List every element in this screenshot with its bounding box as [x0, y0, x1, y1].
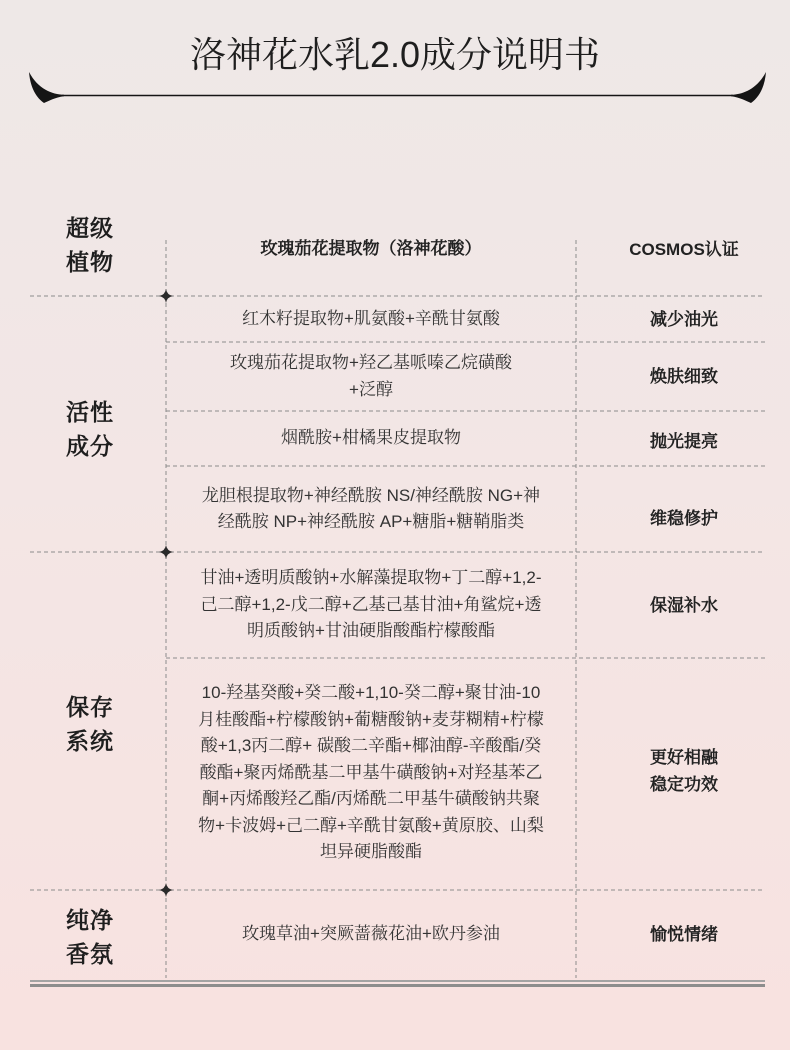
ingredient-line: 玫瑰草油+突厥蔷薇花油+欧丹参油 [242, 923, 500, 943]
ingredient-cell [170, 296, 572, 342]
ingredient-line: 物+卡波姆+己二醇+辛酰甘氨酸+黄原胶、山梨 [198, 815, 544, 835]
page-title: 洛神花水乳2.0成分说明书 [189, 34, 601, 75]
effect-cell [592, 466, 776, 552]
effect-cell [592, 296, 776, 342]
header-effect [592, 205, 776, 293]
flourish-right-curl-icon [731, 72, 766, 103]
ingredient-line: 酸酯+聚丙烯酰基二甲基牛磺酸钠+对羟基苯乙 [199, 762, 543, 782]
section-category-active [40, 296, 140, 561]
ingredient-cell [170, 890, 572, 978]
ingredient-cell [170, 552, 572, 658]
effect-cell [592, 342, 776, 411]
ingredient-line: 月桂酸酯+柠檬酸钠+葡糖酸钠+麦芽糊精+柠檬 [198, 709, 544, 729]
ingredient-line: 己二醇+1,2-戊二醇+乙基己基甘油+角鲨烷+透 [200, 594, 542, 614]
header-ingredient-text: 玫瑰茄花提取物（洛神花酸） [260, 238, 482, 258]
effect-line: 愉悦情绪 [650, 924, 718, 944]
ingredient-line: 10-羟基癸酸+癸二酸+1,10-癸二醇+聚甘油-10 [201, 683, 541, 703]
section-category-preservation [40, 552, 140, 896]
ingredient-line: 红木籽提取物+肌氨酸+辛酰甘氨酸 [242, 308, 500, 328]
ingredient-line: 酸+1,3丙二醇+ 碳酸二辛酯+椰油醇-辛酸酯/癸 [200, 736, 542, 756]
category-label-line: 香氛 [66, 941, 114, 967]
ingredient-cell [170, 342, 572, 411]
ingredient-line: 烟酰胺+柑橘果皮提取物 [281, 428, 461, 448]
effect-cell [592, 658, 776, 884]
effect-line: 保湿补水 [650, 595, 718, 615]
ingredient-line: 坦异硬脂酸酯 [320, 842, 422, 862]
category-label-line: 活性 [66, 398, 114, 425]
header-category [40, 205, 140, 285]
section-category-fragrance [40, 890, 140, 984]
category-label-line: 超级 [66, 215, 114, 241]
bottom-rule-thick [30, 984, 765, 987]
effect-line: 维稳修护 [650, 508, 718, 528]
category-label-line: 纯净 [66, 907, 114, 933]
ingredient-line: 龙胆根提取物+神经酰胺 NS/神经酰胺 NG+神 [201, 485, 541, 505]
ingredient-line: 甘油+透明质酸钠+水解藻提取物+丁二醇+1,2- [200, 568, 542, 588]
flourish-left-curl-icon [29, 72, 64, 103]
ingredient-cell [170, 466, 572, 552]
ingredient-line: +泛醇 [349, 379, 393, 399]
effect-line: 抛光提亮 [650, 432, 718, 451]
effect-line: 稳定功效 [650, 775, 718, 794]
category-label-line: 植物 [66, 249, 114, 275]
ingredient-line: 明质酸钠+甘油硬脂酸酯柠檬酸酯 [247, 621, 495, 641]
ingredient-line: 玫瑰茄花提取物+羟乙基哌嗪乙烷磺酸 [230, 353, 512, 372]
effect-cell [592, 411, 776, 466]
title-flourish-divider [29, 72, 766, 103]
bottom-rule-thin [30, 980, 765, 982]
effect-line: 焕肤细致 [650, 367, 718, 386]
effect-line: 减少油光 [650, 309, 718, 329]
ingredient-cell [170, 411, 572, 466]
ingredient-line: 经酰胺 NP+神经酰胺 AP+糖脂+糖鞘脂类 [217, 512, 525, 531]
category-label-line: 保存 [66, 694, 114, 720]
ingredient-line: 酮+丙烯酸羟乙酯/丙烯酰二甲基牛磺酸钠共聚 [202, 789, 540, 809]
header-effect-text: COSMOS认证 [629, 239, 739, 259]
effect-cell [592, 552, 776, 658]
header-ingredient [170, 205, 572, 293]
bottom-rule [30, 980, 765, 987]
category-label-line: 成分 [66, 432, 114, 459]
category-label-line: 系统 [66, 728, 114, 754]
ingredient-cell [170, 658, 572, 888]
effect-line: 更好相融 [650, 748, 718, 767]
effect-cell [592, 890, 776, 978]
